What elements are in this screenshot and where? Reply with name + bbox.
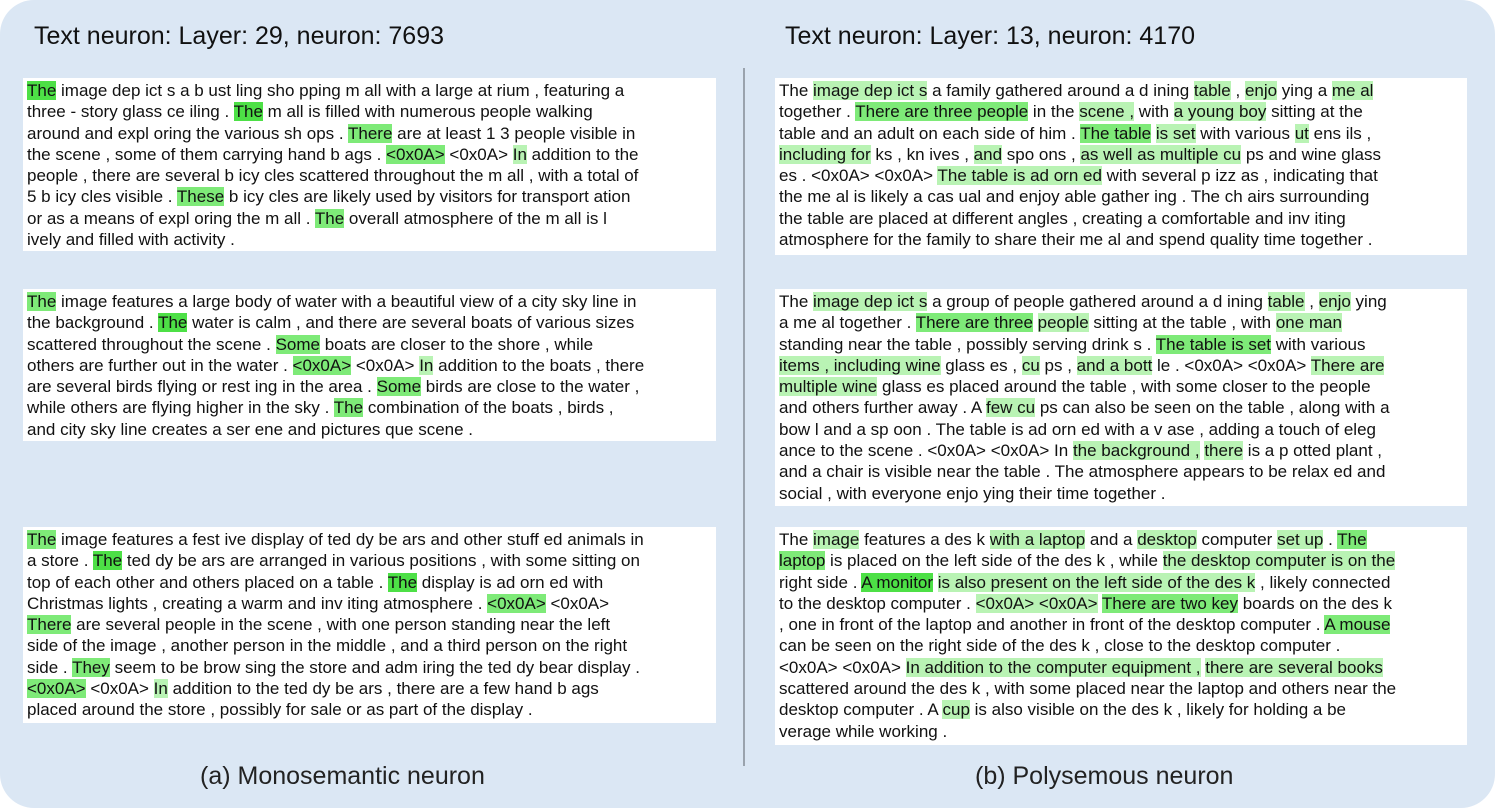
token-text: around and expl oring the various sh ops . [27, 123, 349, 143]
right-column-title: Text neuron: Layer: 13, neuron: 4170 [785, 22, 1196, 50]
text-line [27, 572, 712, 593]
token-text: people , there are several b icy cles scattered throughout the m all , with a total of [27, 166, 639, 186]
token-text: overall atmosphere of the m all is l [344, 208, 607, 228]
highlighted-token: <0x0A> [487, 593, 546, 613]
token-text: are several birds flying or rest ing in the area . [27, 377, 377, 397]
token-text: bow l and a sp oon . The table is ad orn ed with a v ase , adding a touch of eleg [779, 419, 1376, 439]
token-text: placed around the store , possibly for sale or as part of the display . [27, 700, 533, 720]
text-line [779, 678, 1463, 699]
text-line [27, 334, 712, 355]
highlighted-token: <0x0A> [386, 144, 445, 164]
token-text: glass es , [940, 355, 1022, 375]
highlighted-token: the background , [1072, 441, 1200, 461]
token-text: and others further away . A [779, 398, 986, 418]
highlighted-token: desktop [1137, 530, 1197, 549]
highlighted-token: multiple wine [779, 377, 878, 397]
text-line [27, 593, 712, 614]
highlighted-token: There are two key [1101, 593, 1238, 613]
highlighted-token: there [1204, 441, 1244, 461]
right-caption: (b) Polysemous neuron [975, 762, 1234, 790]
highlighted-token: laptop [779, 551, 826, 571]
token-text: scattered throughout the scene . [27, 334, 276, 354]
highlighted-token: A mouse [1324, 615, 1391, 635]
token-text: and city sky line creates a ser ene and pictures que scene . [27, 419, 474, 439]
token-text: m all is filled with numerous people walking [262, 102, 593, 122]
highlighted-token: scene , [1079, 102, 1135, 122]
highlighted-token: me al [1331, 81, 1374, 100]
highlighted-token: there are several books [1205, 657, 1383, 677]
text-line [27, 144, 712, 165]
left-caption: (a) Monosemantic neuron [200, 762, 485, 790]
text-line [27, 165, 712, 186]
highlighted-token: <0x0A> [292, 355, 352, 375]
token-text: addition to the boats , there [433, 355, 645, 375]
token-text: <0x0A> [545, 593, 610, 613]
highlighted-token: items , including wine [779, 355, 941, 375]
token-text: The [779, 292, 814, 311]
token-text: boards on the des k [1237, 593, 1393, 613]
highlighted-token: image dep ict s [813, 292, 928, 311]
text-line [27, 419, 712, 440]
token-text: , likely connected [1255, 572, 1391, 592]
token-text: addition to the [526, 144, 639, 164]
token-text [1033, 313, 1038, 332]
text-line [27, 355, 712, 376]
left-sample-2 [23, 289, 716, 441]
highlighted-token: The table is set [1155, 334, 1272, 354]
text-line [779, 229, 1463, 250]
text-line [779, 397, 1463, 418]
highlighted-token: In addition to the computer equipment , [905, 657, 1201, 677]
token-text: display is ad orn ed with [417, 572, 604, 592]
token-text: ance to the scene . <0x0A> <0x0A> In [779, 441, 1073, 461]
text-line [779, 101, 1463, 122]
token-text: sitting at the table , with [1088, 313, 1276, 333]
token-text: are several people in the scene , with one person standing near the left [71, 615, 611, 635]
highlighted-token: A monitor [861, 572, 934, 592]
text-line [779, 165, 1463, 186]
text-line [779, 80, 1463, 101]
text-line [27, 80, 712, 101]
text-line [779, 572, 1463, 593]
highlighted-token: one man [1275, 313, 1342, 333]
token-text: <0x0A> [85, 679, 154, 699]
text-line [27, 614, 712, 635]
highlighted-token: and [973, 144, 1003, 164]
highlighted-token: is also present on the left side of the des k [937, 572, 1256, 592]
left-sample-1 [23, 78, 716, 251]
token-text: side of the image , another person in the middle , and a third person on the right [27, 636, 628, 656]
token-text: is a p otted plant , [1243, 441, 1382, 461]
token-text: and a chair is visible near the table . The atmosphere appears to be relax ed and [779, 462, 1386, 482]
highlighted-token: The [158, 313, 188, 333]
highlighted-token: as well as multiple cu [1080, 144, 1242, 164]
highlighted-token: The [27, 292, 57, 311]
token-text: ted dy be ars are arranged in various positions , with some sitting on [122, 551, 640, 571]
highlighted-token: The [387, 572, 418, 592]
token-text: top of each other and others placed on a table . [27, 572, 388, 592]
highlighted-token: the desktop computer is on the [1162, 551, 1396, 571]
token-text: . [1323, 530, 1338, 549]
token-text: while others are flying higher in the sky . [27, 398, 334, 418]
token-text: verage while working . [779, 721, 948, 741]
token-text: a group of people gathered around a d ining [927, 292, 1268, 311]
text-line [779, 291, 1463, 312]
token-text: , one in front of the laptop and another in front of the desktop computer . [779, 615, 1325, 635]
token-text: atmosphere for the family to share their me al and spend quality time together . [779, 230, 1373, 250]
token-text: glass es placed around the table , with some closer to the people [877, 377, 1371, 397]
highlighted-token: cu [1021, 355, 1040, 375]
token-text: with several p izz as , indicating that [1101, 166, 1378, 186]
text-line [779, 699, 1463, 720]
highlighted-token: <0x0A> [27, 679, 86, 699]
token-text: <0x0A> [444, 144, 513, 164]
token-text: is placed on the left side of the des k , while [825, 551, 1163, 571]
token-text: ps , [1039, 355, 1077, 375]
token-text: others are further out in the water . [27, 355, 293, 375]
text-line [27, 678, 712, 699]
text-line [27, 186, 712, 207]
token-text: in the [1028, 102, 1080, 122]
token-text: the background . [27, 313, 159, 333]
highlighted-token: Some [376, 377, 422, 397]
text-line [779, 419, 1463, 440]
highlighted-token: a young boy [1173, 102, 1267, 122]
text-line [27, 397, 712, 418]
highlighted-token: people [1037, 313, 1089, 333]
token-text: three - story glass ce iling . [27, 102, 234, 122]
text-line [27, 529, 712, 550]
column-divider [743, 68, 745, 766]
text-line [27, 291, 712, 312]
token-text: ens ils , [1308, 123, 1372, 143]
text-line [27, 550, 712, 571]
highlighted-token: The [1337, 530, 1367, 549]
token-text: The [779, 530, 814, 549]
highlighted-token: In [419, 355, 434, 375]
token-text: seem to be brow sing the store and adm iring the ted dy bear display . [109, 657, 640, 677]
highlighted-token: table [1193, 81, 1231, 100]
token-text: le . <0x0A> <0x0A> [1152, 355, 1311, 375]
token-text: with various [1195, 123, 1295, 143]
token-text: right side . [779, 572, 862, 592]
token-text: ps and wine glass [1241, 144, 1381, 164]
token-text: together . [779, 102, 856, 122]
text-line [27, 657, 712, 678]
token-text: 5 b icy cles visible . [27, 187, 177, 207]
text-line [779, 312, 1463, 333]
highlighted-token: The [333, 398, 364, 418]
highlighted-token: is set [1155, 123, 1196, 143]
highlighted-token: including for [779, 144, 871, 164]
token-text: boats are closer to the shore , while [319, 334, 594, 354]
token-text: are at least 1 3 people visible in [392, 123, 636, 143]
highlighted-token: The table [1080, 123, 1152, 143]
token-text: ying a [1277, 81, 1332, 100]
highlighted-token: enjo [1318, 292, 1351, 311]
highlighted-token: image [813, 530, 860, 549]
text-line [27, 312, 712, 333]
text-line [779, 123, 1463, 144]
token-text: or as a means of expl oring the m all . [27, 208, 315, 228]
token-text: Christmas lights , creating a warm and inv iting atmosphere . [27, 593, 488, 613]
token-text: , [1304, 292, 1319, 311]
token-text: spo ons , [1002, 144, 1081, 164]
highlighted-token: <0x0A> <0x0A> [975, 593, 1098, 613]
left-sample-3 [23, 527, 716, 723]
token-text: ively and filled with activity . [27, 230, 235, 250]
token-text: and a [1085, 530, 1138, 549]
token-text: es . <0x0A> <0x0A> [779, 166, 938, 186]
highlighted-token: The [314, 208, 345, 228]
token-text: with [1134, 102, 1174, 122]
token-text: The [779, 81, 814, 100]
text-line [27, 229, 712, 250]
highlighted-token: and a bott [1076, 355, 1153, 375]
text-line [779, 657, 1463, 678]
highlighted-token: There [27, 615, 72, 635]
highlighted-token: There are [1310, 355, 1385, 375]
token-text: a me al together . [779, 313, 916, 333]
highlighted-token: The [27, 530, 57, 549]
text-line [779, 721, 1463, 742]
text-line [779, 529, 1463, 550]
text-line [779, 440, 1463, 461]
highlighted-token: There are three people [855, 102, 1029, 122]
token-text: ying [1350, 292, 1387, 311]
token-text: side . [27, 657, 73, 677]
highlighted-token: few cu [985, 398, 1036, 418]
highlighted-token: with a laptop [989, 530, 1086, 549]
text-line [779, 614, 1463, 635]
highlighted-token: They [72, 657, 110, 677]
text-line [779, 334, 1463, 355]
token-text: the table are placed at different angles , creating a comfortable and inv iting [779, 208, 1346, 228]
highlighted-token: enjo [1244, 81, 1278, 100]
token-text: image dep ict s a b ust ling sho pping m all with a large at rium , featuring a [56, 81, 625, 100]
token-text: the scene , some of them carrying hand b ags . [27, 144, 387, 164]
token-text: b icy cles are likely used by visitors for transport ation [224, 187, 631, 207]
text-line [779, 461, 1463, 482]
token-text: computer [1196, 530, 1278, 549]
token-text: desktop computer . A [779, 700, 943, 720]
text-line [779, 635, 1463, 656]
highlighted-token: The [233, 102, 263, 122]
highlighted-token: The [92, 551, 123, 571]
highlighted-token: In [153, 679, 168, 699]
token-text: with various [1271, 334, 1366, 354]
highlighted-token: The [27, 81, 57, 100]
highlighted-token: cup [942, 700, 970, 720]
token-text: combination of the boats , birds , [363, 398, 614, 418]
token-text: features a des k [859, 530, 990, 549]
text-line [779, 550, 1463, 571]
text-line [27, 699, 712, 720]
right-sample-1 [775, 78, 1467, 255]
token-text: sitting at the [1266, 102, 1363, 122]
token-text: a store . [27, 551, 93, 571]
highlighted-token: set up [1277, 530, 1324, 549]
token-text: to the desktop computer . [779, 593, 976, 613]
token-text: the me al is likely a cas ual and enjoy able gather ing . The ch airs surrounding [779, 187, 1370, 207]
text-line [779, 355, 1463, 376]
token-text: <0x0A> [351, 355, 420, 375]
text-line [27, 635, 712, 656]
left-column-title: Text neuron: Layer: 29, neuron: 7693 [34, 22, 445, 50]
token-text: water is calm , and there are several boats of various sizes [187, 313, 635, 333]
text-line [779, 144, 1463, 165]
text-line [27, 101, 712, 122]
highlighted-token: The table is ad orn ed [937, 166, 1102, 186]
token-text: table and an adult on each side of him . [779, 123, 1081, 143]
token-text: image features a fest ive display of ted dy be ars and other stuff ed animals in [56, 530, 644, 549]
highlighted-token: There [348, 123, 393, 143]
text-line [779, 483, 1463, 504]
highlighted-token: table [1267, 292, 1305, 311]
right-sample-3 [775, 527, 1467, 745]
highlighted-token: In [512, 144, 527, 164]
text-line [27, 376, 712, 397]
token-text: scattered around the des k , with some placed near the laptop and others near the [779, 679, 1397, 699]
token-text: , [1230, 81, 1245, 100]
highlighted-token: ut [1294, 123, 1309, 143]
highlighted-token: There are three [915, 313, 1033, 333]
token-text: can be seen on the right side of the des k , close to the desktop computer . [779, 636, 1341, 656]
token-text: birds are close to the water , [421, 377, 640, 397]
right-sample-2 [775, 289, 1467, 506]
text-line [27, 123, 712, 144]
text-line [779, 593, 1463, 614]
text-line [779, 208, 1463, 229]
token-text: <0x0A> <0x0A> [779, 657, 906, 677]
token-text: social , with everyone enjo ying their time together . [779, 483, 1166, 503]
token-text: addition to the ted dy be ars , there are a few hand b ags [167, 679, 599, 699]
token-text: image features a large body of water with a beautiful view of a city sky line in [56, 292, 637, 311]
text-line [779, 376, 1463, 397]
token-text: ps can also be seen on the table , along with a [1035, 398, 1390, 418]
text-line [779, 186, 1463, 207]
highlighted-token: These [176, 187, 225, 207]
highlighted-token: image dep ict s [813, 81, 928, 100]
token-text: a family gathered around a d ining [927, 81, 1194, 100]
token-text: is also visible on the des k , likely for holding a be [969, 700, 1346, 720]
token-text: ks , kn ives , [870, 144, 974, 164]
text-line [27, 208, 712, 229]
highlighted-token: Some [275, 334, 320, 354]
token-text: standing near the table , possibly serving drink s . [779, 334, 1156, 354]
